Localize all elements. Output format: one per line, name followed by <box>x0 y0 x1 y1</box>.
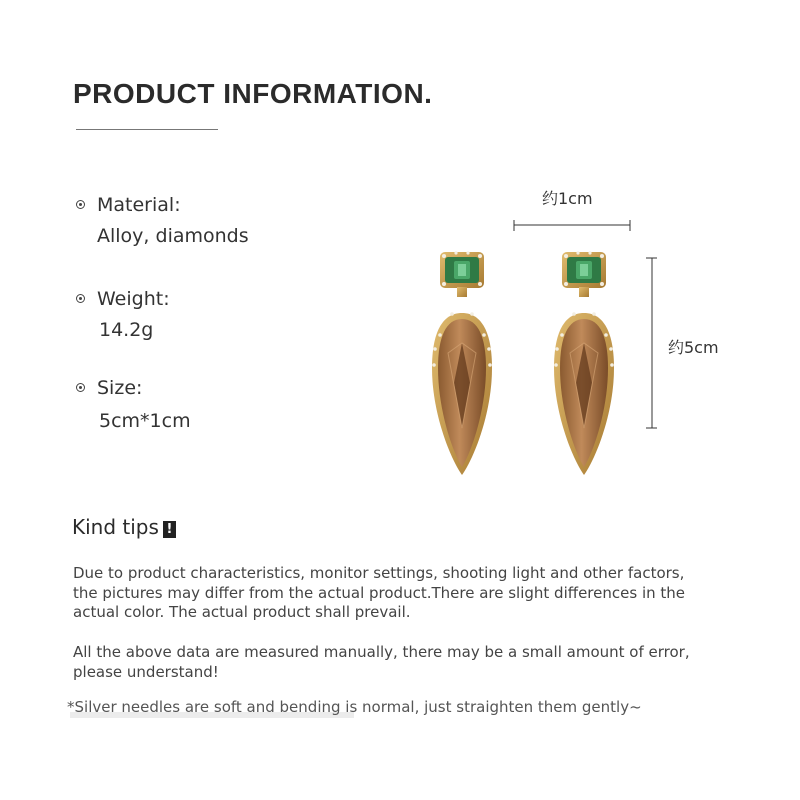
spec-label: Material: <box>97 194 181 216</box>
spec-value: 5cm*1cm <box>99 410 191 432</box>
spec-value: 14.2g <box>99 319 154 341</box>
kind-tips-title: Kind tips <box>72 515 159 539</box>
width-dimension-line <box>514 220 630 231</box>
width-label: 约1cm <box>542 189 593 208</box>
height-dimension-line <box>646 258 657 428</box>
disclaimer-paragraph: Due to product characteristics, monitor settings, shooting light and other factors, the pictures may differ from the actual product.There are slight differences in the actual color. The actual product shall prevail. <box>73 564 685 621</box>
earring-left-image <box>432 251 492 475</box>
height-label: 约5cm <box>668 338 719 357</box>
page-title: PRODUCT INFORMATION. <box>73 78 433 109</box>
spec-label: Size: <box>97 377 143 399</box>
kind-tips-heading <box>72 515 176 539</box>
exclamation-icon: ! <box>163 521 176 538</box>
measurement-paragraph: All the above data are measured manually, there may be a small amount of error, please understand! <box>73 643 690 681</box>
spec-label: Weight: <box>97 288 170 310</box>
spec-value: Alloy, diamonds <box>97 225 249 247</box>
silver-needle-note: *Silver needles are soft and bending is normal, just straighten them gently~ <box>67 698 642 716</box>
earring-right-image <box>554 251 614 475</box>
